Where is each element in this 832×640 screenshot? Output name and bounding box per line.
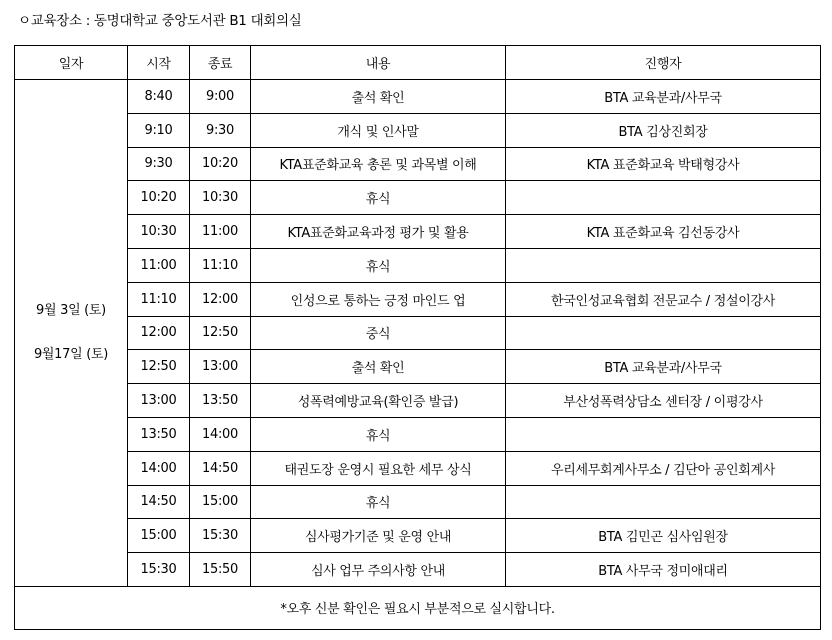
end-time: 10:30 bbox=[190, 181, 251, 215]
session-content: 중식 bbox=[251, 316, 506, 350]
presenter: BTA 교육분과/사무국 bbox=[506, 350, 821, 384]
table-row bbox=[15, 417, 821, 451]
end-time: 14:00 bbox=[190, 417, 251, 451]
presenter: 우리세무회계사무소 / 김단아 공인회계사 bbox=[506, 451, 821, 485]
end-time: 14:50 bbox=[190, 451, 251, 485]
start-time: 15:30 bbox=[128, 553, 190, 587]
end-time: 15:00 bbox=[190, 485, 251, 519]
table-row bbox=[15, 113, 821, 147]
presenter: KTA 표준화교육 박태형강사 bbox=[506, 147, 821, 181]
table-row bbox=[15, 553, 821, 587]
start-time: 10:30 bbox=[128, 215, 190, 249]
header-content: 내용 bbox=[251, 46, 506, 80]
session-content: 휴식 bbox=[251, 417, 506, 451]
presenter bbox=[506, 181, 821, 215]
date-label: 9월 3일 (토) bbox=[36, 302, 106, 318]
location-text: ㅇ교육장소 : 동명대학교 중앙도서관 B1 대회의실 bbox=[18, 13, 302, 29]
start-time: 11:00 bbox=[128, 248, 190, 282]
table-row bbox=[15, 485, 821, 519]
session-content: 휴식 bbox=[251, 181, 506, 215]
date-cell bbox=[15, 80, 128, 587]
start-time: 9:30 bbox=[128, 147, 190, 181]
table-header-row bbox=[15, 46, 821, 80]
presenter: BTA 김민곤 심사임원장 bbox=[506, 519, 821, 553]
schedule-table bbox=[14, 45, 821, 630]
presenter bbox=[506, 485, 821, 519]
schedule-body bbox=[15, 80, 821, 587]
session-content: 성폭력예방교육(확인증 발급) bbox=[251, 384, 506, 418]
end-time: 15:30 bbox=[190, 519, 251, 553]
presenter: BTA 김상진회장 bbox=[506, 113, 821, 147]
session-content: 개식 및 인사말 bbox=[251, 113, 506, 147]
session-content: 휴식 bbox=[251, 485, 506, 519]
session-content: KTA표준화교육 총론 및 과목별 이해 bbox=[251, 147, 506, 181]
end-time: 13:50 bbox=[190, 384, 251, 418]
date-label: 9월17일 (토) bbox=[33, 346, 109, 362]
header-start: 시작 bbox=[128, 46, 190, 80]
session-content: 출석 확인 bbox=[251, 350, 506, 384]
end-time: 11:00 bbox=[190, 215, 251, 249]
start-time: 12:00 bbox=[128, 316, 190, 350]
end-time: 12:00 bbox=[190, 282, 251, 316]
end-time: 11:10 bbox=[190, 248, 251, 282]
header-date: 일자 bbox=[15, 46, 128, 80]
session-content: 심사 업무 주의사항 안내 bbox=[251, 553, 506, 587]
table-row bbox=[15, 384, 821, 418]
start-time: 14:50 bbox=[128, 485, 190, 519]
end-time: 13:00 bbox=[190, 350, 251, 384]
start-time: 11:10 bbox=[128, 282, 190, 316]
start-time: 15:00 bbox=[128, 519, 190, 553]
end-time: 9:00 bbox=[190, 80, 251, 114]
footnote-text: *오후 신분 확인은 필요시 부분적으로 실시합니다. bbox=[15, 586, 821, 629]
start-time: 13:50 bbox=[128, 417, 190, 451]
table-row bbox=[15, 451, 821, 485]
start-time: 13:00 bbox=[128, 384, 190, 418]
table-row bbox=[15, 316, 821, 350]
table-row bbox=[15, 80, 821, 114]
start-time: 14:00 bbox=[128, 451, 190, 485]
presenter bbox=[506, 417, 821, 451]
presenter bbox=[506, 248, 821, 282]
presenter: 부산성폭력상담소 센터장 / 이평강사 bbox=[506, 384, 821, 418]
end-time: 10:20 bbox=[190, 147, 251, 181]
header-presenter: 진행자 bbox=[506, 46, 821, 80]
table-row bbox=[15, 350, 821, 384]
session-content: 태권도장 운영시 필요한 세무 상식 bbox=[251, 451, 506, 485]
table-row bbox=[15, 215, 821, 249]
footnote-row bbox=[15, 586, 821, 629]
table-row bbox=[15, 282, 821, 316]
table-row bbox=[15, 181, 821, 215]
end-time: 9:30 bbox=[190, 113, 251, 147]
session-content: 휴식 bbox=[251, 248, 506, 282]
session-content: KTA표준화교육과정 평가 및 활용 bbox=[251, 215, 506, 249]
presenter bbox=[506, 316, 821, 350]
presenter: BTA 교육분과/사무국 bbox=[506, 80, 821, 114]
header-end: 종료 bbox=[190, 46, 251, 80]
session-content: 인성으로 통하는 긍정 마인드 업 bbox=[251, 282, 506, 316]
start-time: 12:50 bbox=[128, 350, 190, 384]
end-time: 15:50 bbox=[190, 553, 251, 587]
session-content: 심사평가기준 및 운영 안내 bbox=[251, 519, 506, 553]
start-time: 9:10 bbox=[128, 113, 190, 147]
start-time: 10:20 bbox=[128, 181, 190, 215]
presenter: KTA 표준화교육 김선동강사 bbox=[506, 215, 821, 249]
table-row bbox=[15, 147, 821, 181]
table-row bbox=[15, 248, 821, 282]
presenter: BTA 사무국 정미애대리 bbox=[506, 553, 821, 587]
presenter: 한국인성교육협회 전문교수 / 정설이강사 bbox=[506, 282, 821, 316]
table-row bbox=[15, 519, 821, 553]
start-time: 8:40 bbox=[128, 80, 190, 114]
end-time: 12:50 bbox=[190, 316, 251, 350]
session-content: 출석 확인 bbox=[251, 80, 506, 114]
